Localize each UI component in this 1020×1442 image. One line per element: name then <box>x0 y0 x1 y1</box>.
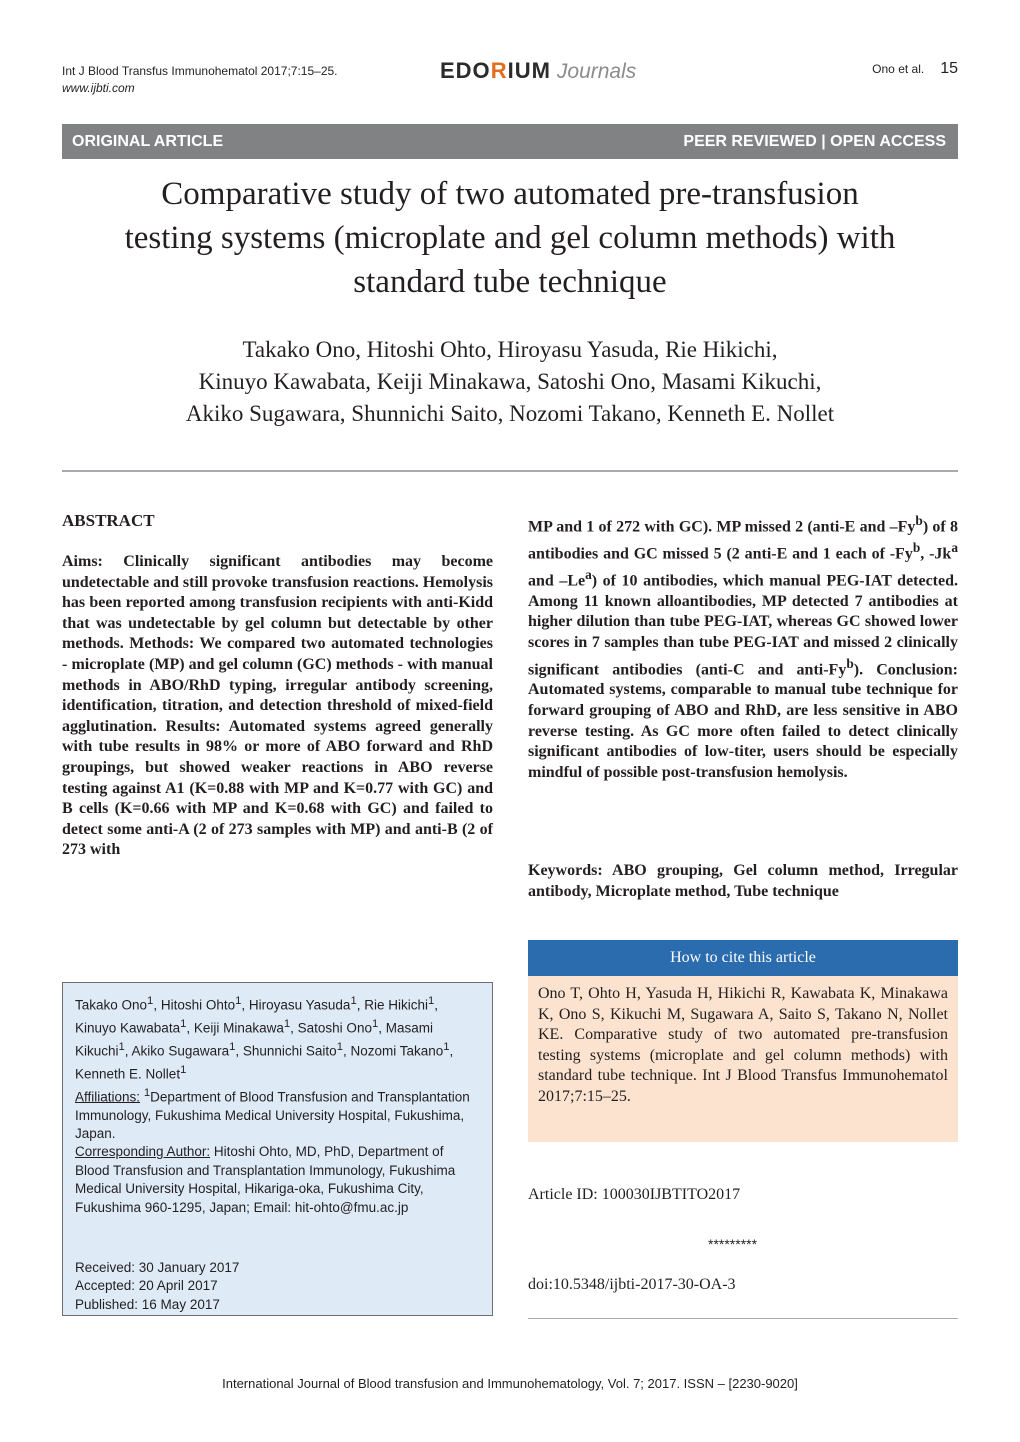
cite-text: Ono T, Ohto H, Yasuda H, Hikichi R, Kawabata K, Minakawa K, Ono S, Kikuchi M, Sugawara A, Saito S, Takano N, Nollet KE. Comparative study of two automated pre-transfusion testing systems (microplate and gel column methods) with standard tube technique. Int J Blood Transfus Immunohematol 2017;7:15–25. <box>528 976 958 1142</box>
abstract-body-right: MP and 1 of 272 with GC). MP missed 2 (anti-E and –Fy$^b$) of 8 antibodies and GC missed 5 (2 anti-E and 1 each of -Fy$^b$, -Jk$^a$ and –Le$^a$) of 10 antibodies, which manual PEG-IAT detected. Among 11 known alloantibodies, MP detected 7 antibodies at higher dilution than tube PEG-IAT, whereas GC showed lower scores in 7 samples than tube PEG-IAT and missed 2 clinically significant antibodies (anti-C and anti-Fy$^b$). Conclusion: Automated systems, comparable to manual tube technique for forward grouping of ABO and RhD, are less sensitive in ABO reverse testing. As GC more often failed to detect clinically significant antibodies of low-titer, users should be especially mindful of possible post-transfusion hemolysis. <box>528 513 959 781</box>
keywords: Keywords: ABO grouping, Gel column method, Irregular antibody, Microplate method, Tube technique <box>528 862 958 900</box>
journal-header <box>62 63 338 97</box>
running-author: Ono et al. <box>872 62 925 76</box>
article-doi[interactable]: doi:10.5348/ijbti-2017-30-OA-3 <box>528 1276 736 1293</box>
abstract-body-left: Aims: Clinically significant antibodies may become undetectable and still provoke transfusion reactions. Hemolysis has been reported among transfusion recipients with anti-Kidd that was undetectable by gel column but detectable by other methods. Methods: We compared two automated technologies - microplate (MP) and gel column (GC) methods - with manual methods in ABO/RhD typing, irregular antibody screening, identification, titration, and detection threshold of mixed-field agglutination. Results: Automated systems agreed generally with tube results in 98% or more of ABO forward and RhD groupings, but showed weaker reactions in ABO reverse testing against A1 (K=0.88 with MP and K=0.77 with GC) and B cells (K=0.66 with MP and K=0.68 with GC) and failed to detect some anti-A (2 of 273 samples with MP) and anti-B (2 of 273 with <box>62 553 493 859</box>
journal-url[interactable]: www.ijbti.com <box>62 81 135 95</box>
abstract-heading: ABSTRACT <box>62 511 155 530</box>
separator-stars: ********* <box>708 1236 758 1252</box>
section-divider <box>62 470 958 472</box>
article-type-label: ORIGINAL ARTICLE <box>72 133 224 150</box>
info-corresponding: Corresponding Author: Hitoshi Ohto, MD, PhD, Department of Blood Transfusion and Transplantation Immunology, Fukushima Medical University Hospital, Hikariga-oka, Fukushima City, Fukushima 960-1295, Japan; Email: hit-ohto@fmu.ac.jp <box>75 1144 456 1215</box>
author-list: Takako Ono, Hitoshi Ohto, Hiroyasu Yasuda, Rie Hikichi, Kinuyo Kawabata, Keiji Minakawa, Satoshi Ono, Masami Kikuchi, Akiko Sugawara, Shunnichi Saito, Nozomi Takano, Kenneth E. Nollet <box>185 337 835 426</box>
doi-divider <box>528 1318 958 1319</box>
journal-citation: Int J Blood Transfus Immunohematol 2017;7:15–25. <box>62 64 338 78</box>
review-status-label: PEER REVIEWED | OPEN ACCESS <box>683 133 946 150</box>
running-header <box>872 60 958 78</box>
info-dates: Received: 30 January 2017 Accepted: 20 April 2017 Published: 16 May 2017 <box>75 1260 240 1312</box>
author-info-box <box>62 982 493 1316</box>
article-title: Comparative study of two automated pre-transfusion testing systems (microplate and gel column methods) with standard tube technique <box>124 176 896 300</box>
article-type-band <box>62 124 958 159</box>
article-id: Article ID: 100030IJBTITO2017 <box>528 1186 741 1203</box>
info-authors: Takako Ono$^1$, Hitoshi Ohto$^1$, Hiroyasu Yasuda$^1$, Rie Hikichi$^1$, Kinuyo Kawabata$^1$, Keiji Minakawa$^1$, Satoshi Ono$^1$, Masami Kikuchi$^1$, Akiko Sugawara$^1$, Shunnichi Saito$^1$, Nozomi Takano$^1$, Kenneth E. Nollet$^1$ <box>75 995 454 1082</box>
cite-heading: How to cite this article <box>528 940 958 976</box>
edorium-logo: EDORIUM Journals <box>440 58 637 83</box>
page-footer: International Journal of Blood transfusion and Immunohematology, Vol. 7; 2017. ISSN – [2230-9020] <box>222 1376 798 1391</box>
info-affiliations: Affiliations: $^1$Department of Blood Transfusion and Transplantation Immunology, Fukushima Medical University Hospital, Fukushima, Japan. <box>75 1086 470 1141</box>
page-number: 15 <box>940 60 958 77</box>
